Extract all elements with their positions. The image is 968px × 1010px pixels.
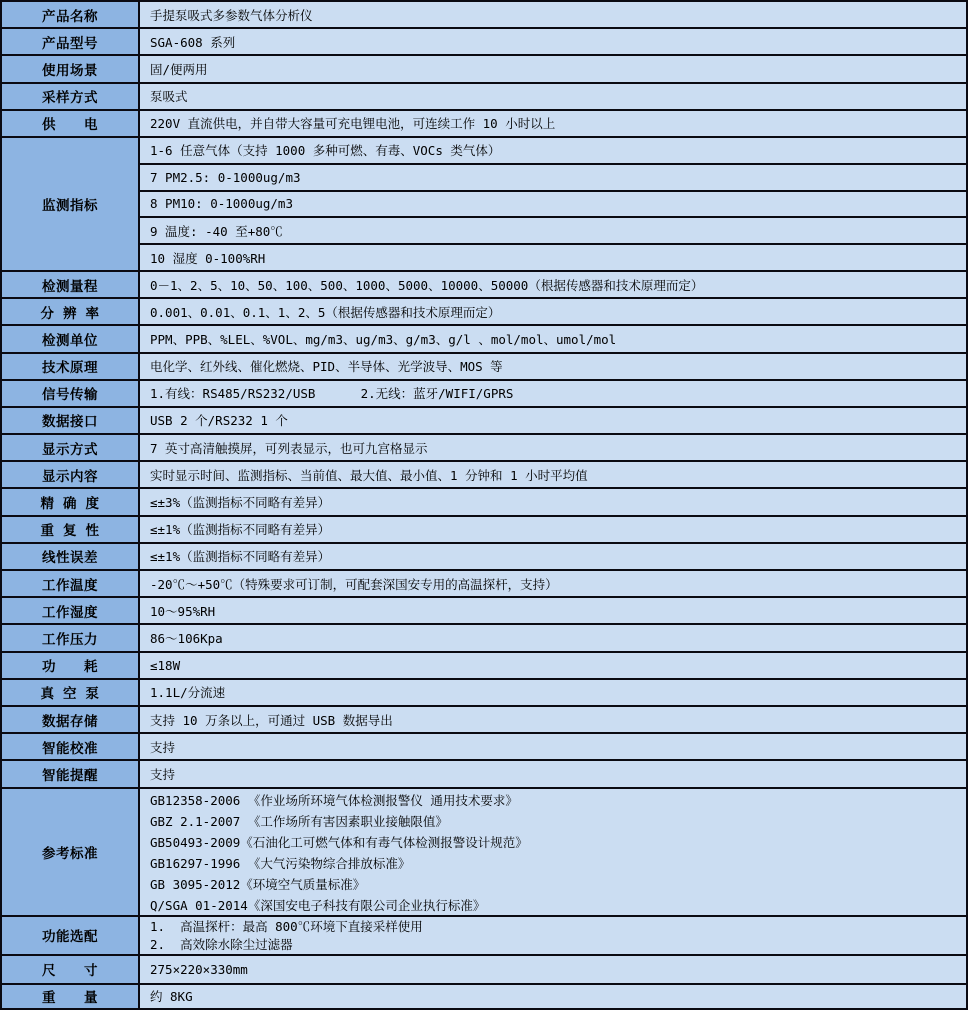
table-row (2, 625, 966, 652)
row-value: 手提泵吸式多参数气体分析仪 (140, 2, 966, 27)
table-row-monitor-indicators (2, 138, 966, 272)
row-value: 泵吸式 (140, 84, 966, 109)
table-row (2, 84, 966, 111)
row-value: 220V 直流供电，并自带大容量可充电锂电池，可连续工作 10 小时以上 (140, 111, 966, 136)
row-value: 0.001、0.01、0.1、1、2、5（根据传感器和技术原理而定） (140, 299, 966, 324)
row-value: ≤±1%（监测指标不同略有差异） (140, 517, 966, 542)
table-row (2, 517, 966, 544)
table-row (2, 462, 966, 489)
row-label: 数据接口 (2, 408, 140, 433)
table-row (2, 354, 966, 381)
table-row (2, 326, 966, 353)
table-row (2, 272, 966, 299)
row-value: 约 8KG (140, 985, 966, 1009)
row-label: 数据存储 (2, 707, 140, 732)
table-row (2, 761, 966, 788)
table-row (2, 29, 966, 56)
table-row (2, 707, 966, 734)
standard-line: GB12358-2006 《作业场所环境气体检测报警仪 通用技术要求》 (150, 792, 518, 808)
row-label: 检测量程 (2, 272, 140, 297)
table-row (2, 734, 966, 761)
row-label: 工作压力 (2, 625, 140, 650)
table-row (2, 544, 966, 571)
row-label: 技术原理 (2, 354, 140, 379)
row-label: 供 电 (2, 111, 140, 136)
row-label: 检测单位 (2, 326, 140, 351)
row-label: 信号传输 (2, 381, 140, 406)
row-label: 分 辨 率 (2, 299, 140, 324)
row-value: 电化学、红外线、催化燃烧、PID、半导体、光学波导、MOS 等 (140, 354, 966, 379)
row-value: 支持 (140, 734, 966, 759)
table-row (2, 956, 966, 985)
row-value: SGA-608 系列 (140, 29, 966, 54)
row-label: 显示方式 (2, 435, 140, 460)
row-value (140, 917, 966, 954)
row-value: ≤±1%（监测指标不同略有差异） (140, 544, 966, 569)
table-row (2, 435, 966, 462)
row-label: 使用场景 (2, 56, 140, 81)
row-value: 0－1、2、5、10、50、100、500、1000、5000、10000、50000（根据传感器和技术原理而定） (140, 272, 966, 297)
row-value: 10～95%RH (140, 598, 966, 623)
option-line: 2. 高效除水除尘过滤器 (150, 937, 293, 952)
subrow-value: 9 温度: -40 至+80℃ (140, 218, 966, 245)
row-label: 功能选配 (2, 917, 140, 954)
row-label: 重 复 性 (2, 517, 140, 542)
row-label: 功 耗 (2, 653, 140, 678)
table-row (2, 381, 966, 408)
table-row (2, 653, 966, 680)
row-label: 参考标准 (2, 789, 140, 915)
table-row (2, 571, 966, 598)
row-value: ≤18W (140, 653, 966, 678)
row-value: PPM、PPB、%LEL、%VOL、mg/m3、ug/m3、g/m3、g/l 、mol/mol、umol/mol (140, 326, 966, 351)
row-label: 监测指标 (2, 138, 140, 270)
standard-line: GB 3095-2012《环境空气质量标准》 (150, 876, 366, 892)
row-value: 7 英寸高清触摸屏，可列表显示，也可九宫格显示 (140, 435, 966, 460)
row-label: 精 确 度 (2, 489, 140, 514)
row-value: ≤±3%（监测指标不同略有差异） (140, 489, 966, 514)
row-label: 重 量 (2, 985, 140, 1009)
row-value: -20℃～+50℃（特殊要求可订制，可配套深国安专用的高温探杆，支持） (140, 571, 966, 596)
table-row (2, 985, 966, 1009)
row-value: 支持 (140, 761, 966, 786)
subrow-value: 10 湿度 0-100%RH (140, 245, 966, 270)
table-row-optional-features (2, 917, 966, 956)
row-value: USB 2 个/RS232 1 个 (140, 408, 966, 433)
row-value: 支持 10 万条以上，可通过 USB 数据导出 (140, 707, 966, 732)
row-value: 275×220×330mm (140, 956, 966, 983)
subrow-value: 1-6 任意气体（支持 1000 多种可燃、有毒、VOCs 类气体） (140, 138, 966, 165)
row-label: 产品型号 (2, 29, 140, 54)
standard-line: GB16297-1996 《大气污染物综合排放标准》 (150, 855, 411, 871)
row-label: 智能校准 (2, 734, 140, 759)
table-row (2, 598, 966, 625)
table-row (2, 2, 966, 29)
subrow-value: 8 PM10: 0-1000ug/m3 (140, 192, 966, 219)
option-line: 1. 高温探杆：最高 800℃环境下直接采样使用 (150, 918, 423, 934)
row-label: 产品名称 (2, 2, 140, 27)
row-label: 工作湿度 (2, 598, 140, 623)
subrow-value: 7 PM2.5: 0-1000ug/m3 (140, 165, 966, 192)
subrow-stack (140, 138, 966, 270)
row-value: 1.1L/分流速 (140, 680, 966, 705)
table-row (2, 489, 966, 516)
row-label: 智能提醒 (2, 761, 140, 786)
table-row (2, 111, 966, 138)
standard-line: GBZ 2.1-2007 《工作场所有害因素职业接触限值》 (150, 813, 448, 829)
row-label: 工作温度 (2, 571, 140, 596)
row-value: 1.有线：RS485/RS232/USB 2.无线：蓝牙/WIFI/GPRS (140, 381, 966, 406)
row-label: 真 空 泵 (2, 680, 140, 705)
standard-line: GB50493-2009《石油化工可燃气体和有毒气体检测报警设计规范》 (150, 834, 528, 850)
table-row (2, 56, 966, 83)
row-label: 采样方式 (2, 84, 140, 109)
row-label: 显示内容 (2, 462, 140, 487)
standard-line: Q/SGA 01-2014《深国安电子科技有限公司企业执行标准》 (150, 897, 486, 913)
row-value: 实时显示时间、监测指标、当前值、最大值、最小值、1 分钟和 1 小时平均值 (140, 462, 966, 487)
row-label: 线性误差 (2, 544, 140, 569)
table-row (2, 408, 966, 435)
row-value: 固/便两用 (140, 56, 966, 81)
table-row (2, 680, 966, 707)
row-value (140, 789, 966, 915)
row-value: 86～106Kpa (140, 625, 966, 650)
table-row-reference-standards (2, 789, 966, 917)
row-label: 尺 寸 (2, 956, 140, 983)
table-row (2, 299, 966, 326)
